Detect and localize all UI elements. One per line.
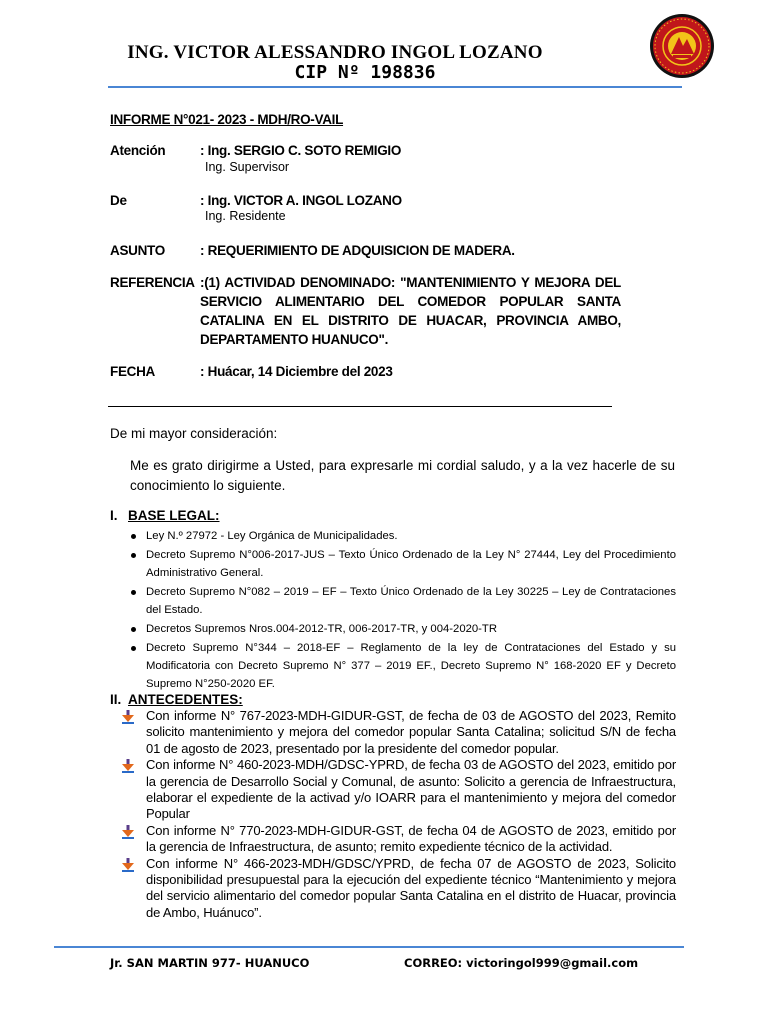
list-item bbox=[110, 823, 676, 856]
de-role: Ing. Residente bbox=[205, 209, 286, 223]
list-item bbox=[110, 757, 676, 823]
engineer-name: ING. VICTOR ALESSANDRO INGOL LOZANO bbox=[127, 42, 543, 63]
report-title: INFORME N°021- 2023 - MDH/RO-VAIL bbox=[110, 112, 344, 127]
greeting: De mi mayor consideración: bbox=[110, 426, 278, 441]
section-title: ANTECEDENTES: bbox=[128, 692, 243, 707]
arrow-bullet-icon bbox=[122, 759, 134, 773]
list-item: Decreto Supremo N°344 – 2018-EF – Reglamento de la ley de Contrataciones del Estado y su Modificatoria con Decreto Supremo N° 377 – 2019 EF., Decreto Supremo N° 168-2020 EF y Decreto Supremo N°250-2020 EF. bbox=[110, 639, 676, 693]
separator-line bbox=[108, 406, 612, 407]
list-item-text: Con informe N° 466-2023-MDH/GDSC/YPRD, de fecha 07 de AGOSTO de 2023, Solicito disponibilidad presupuestal para la ejecución del expediente técnico “Mantenimiento y mejora del servicio alimentario del comedor popular Santa Catalina en el distrito de Huacar, provincia de Ambo, Huánuco”. bbox=[146, 855, 676, 920]
list-item bbox=[110, 708, 676, 757]
base-legal-list bbox=[110, 527, 676, 694]
asunto-label: ASUNTO bbox=[110, 243, 165, 258]
intro-paragraph: Me es grato dirigirme a Usted, para expresarle mi cordial saludo, y a la vez hacerle de su conocimiento lo siguiente. bbox=[130, 458, 675, 493]
section-number: II. bbox=[110, 692, 122, 707]
section-title: BASE LEGAL: bbox=[128, 508, 220, 523]
list-item: Decreto Supremo N°082 – 2019 – EF – Texto Único Ordenado de la Ley 30225 – Ley de Contrataciones del Estado. bbox=[110, 583, 676, 619]
list-item: Decretos Supremos Nros.004-2012-TR, 006-2017-TR, y 004-2020-TR bbox=[110, 620, 676, 638]
arrow-bullet-icon bbox=[122, 710, 134, 724]
footer-rule bbox=[54, 946, 684, 948]
atencion-label: Atención bbox=[110, 143, 166, 158]
fecha-value: : Huácar, 14 Diciembre del 2023 bbox=[200, 364, 393, 379]
referencia-label: REFERENCIA bbox=[110, 275, 195, 290]
cip-seal-logo bbox=[649, 13, 715, 79]
arrow-bullet-icon bbox=[122, 825, 134, 839]
list-item-text: Con informe N° 770-2023-MDH-GIDUR-GST, de fecha 04 de AGOSTO de 2023, emitido por la gerencia de Infraestructura, de asunto; remito expediente técnico de la actividad. bbox=[146, 822, 676, 855]
header-rule bbox=[108, 86, 682, 88]
cip-number: CIP Nº 198836 bbox=[294, 62, 436, 83]
asunto-value: : REQUERIMIENTO DE ADQUISICION DE MADERA. bbox=[200, 243, 515, 258]
section-antecedentes-heading bbox=[110, 692, 243, 707]
section-base-legal-heading bbox=[110, 508, 220, 523]
list-item: Ley N.º 27972 - Ley Orgánica de Municipalidades. bbox=[110, 527, 676, 545]
atencion-value: : Ing. SERGIO C. SOTO REMIGIO bbox=[200, 143, 402, 158]
arrow-bullet-icon bbox=[122, 858, 134, 872]
list-item bbox=[110, 856, 676, 922]
de-label: De bbox=[110, 193, 127, 208]
list-item-text: Con informe N° 460-2023-MDH/GDSC-YPRD, de fecha 03 de AGOSTO del 2023, emitido por la gerencia de Desarrollo Social y Comunal, de asunto: Solicito a gerencia de Infraestructura, elaborar el expediente de la activad y/o IOARR para el mantenimiento y mejora del comedor Popular bbox=[146, 757, 676, 822]
list-item-text: Con informe N° 767-2023-MDH-GIDUR-GST, de fecha de 03 de AGOSTO del 2023, Remito solicito mantenimiento y mejora del comedor popular Santa Catalina; solicitud S/N de fecha 01 de agosto de 2023, presentado por la presidente del comedor popular. bbox=[146, 708, 676, 756]
fecha-label: FECHA bbox=[110, 364, 155, 379]
referencia-value: :(1) ACTIVIDAD DENOMINADO: "MANTENIMIENTO Y MEJORA DEL SERVICIO ALIMENTARIO DEL COMEDOR POPULAR SANTA CATALINA EN EL DISTRITO DE HUACAR, PROVINCIA AMBO, DEPARTAMENTO HUANUCO". bbox=[200, 275, 621, 347]
de-value: : Ing. VICTOR A. INGOL LOZANO bbox=[200, 193, 402, 208]
footer-email: CORREO: victoringol999@gmail.com bbox=[404, 956, 639, 970]
section-number: I. bbox=[110, 508, 118, 523]
antecedentes-list bbox=[110, 708, 676, 921]
atencion-role: Ing. Supervisor bbox=[205, 160, 290, 174]
list-item: Decreto Supremo N°006-2017-JUS – Texto Único Ordenado de la Ley N° 27444, Ley del Procedimiento Administrativo General. bbox=[110, 546, 676, 582]
footer-address: Jr. SAN MARTIN 977- HUANUCO bbox=[110, 956, 310, 970]
